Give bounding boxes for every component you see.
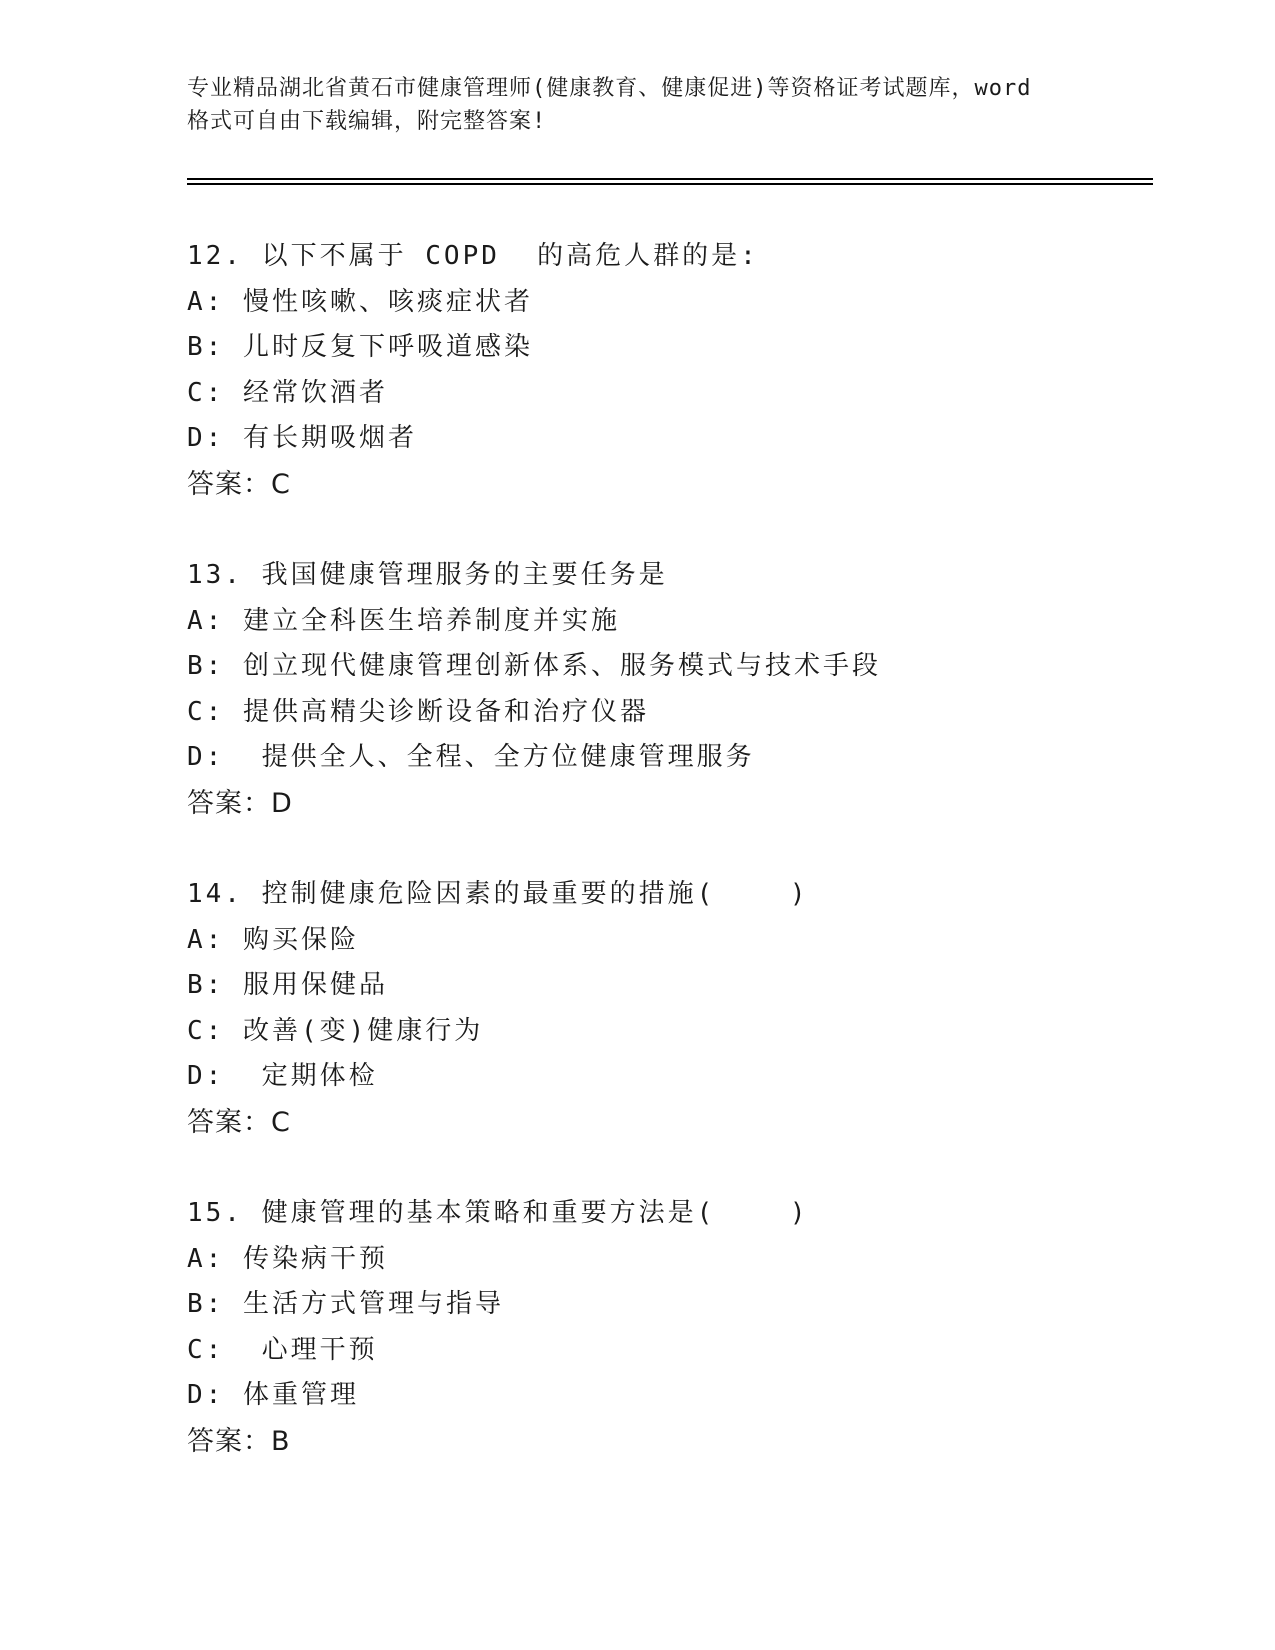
header-divider-bottom — [187, 183, 1153, 185]
option-a: A: 慢性咳嗽、咳痰症状者 — [187, 286, 533, 317]
option-c: C: 心理干预 — [187, 1334, 378, 1365]
question-12 — [187, 234, 1187, 507]
option-c: C: 改善(变)健康行为 — [187, 1015, 484, 1046]
option-b: B: 生活方式管理与指导 — [187, 1289, 504, 1319]
option-d: D: 有长期吸烟者 — [187, 423, 417, 453]
question-15 — [187, 1191, 1187, 1464]
answer-line: 答案：B — [187, 1425, 291, 1457]
answer-line: 答案：D — [187, 787, 293, 819]
question-stem: 15. 健康管理的基本策略和重要方法是( ) — [187, 1198, 809, 1228]
question-stem: 12. 以下不属于 COPD 的高危人群的是: — [187, 241, 759, 271]
option-d: D: 定期体检 — [187, 1061, 378, 1091]
option-b: B: 创立现代健康管理创新体系、服务模式与技术手段 — [187, 651, 881, 681]
option-b: B: 服用保健品 — [187, 970, 388, 1000]
option-c: C: 提供高精尖诊断设备和治疗仪器 — [187, 696, 649, 727]
header-divider-top — [187, 178, 1153, 180]
answer-line: 答案：C — [187, 468, 291, 500]
option-d: D: 提供全人、全程、全方位健康管理服务 — [187, 742, 755, 772]
question-stem: 13. 我国健康管理服务的主要任务是 — [187, 560, 668, 590]
header-line-2: 格式可自由下载编辑，附完整答案! — [187, 109, 547, 134]
document-header — [187, 72, 1087, 138]
option-a: A: 传染病干预 — [187, 1243, 388, 1274]
option-a: A: 购买保险 — [187, 924, 359, 955]
question-13 — [187, 553, 1187, 826]
header-line-1: 专业精品湖北省黄石市健康管理师(健康教育、健康促进)等资格证考试题库，word — [187, 76, 1032, 101]
option-d: D: 体重管理 — [187, 1380, 359, 1410]
option-b: B: 儿时反复下呼吸道感染 — [187, 332, 533, 362]
question-14 — [187, 872, 1187, 1145]
answer-line: 答案：C — [187, 1106, 291, 1138]
question-stem: 14. 控制健康危险因素的最重要的措施( ) — [187, 879, 809, 909]
option-c: C: 经常饮酒者 — [187, 377, 388, 408]
option-a: A: 建立全科医生培养制度并实施 — [187, 605, 620, 636]
